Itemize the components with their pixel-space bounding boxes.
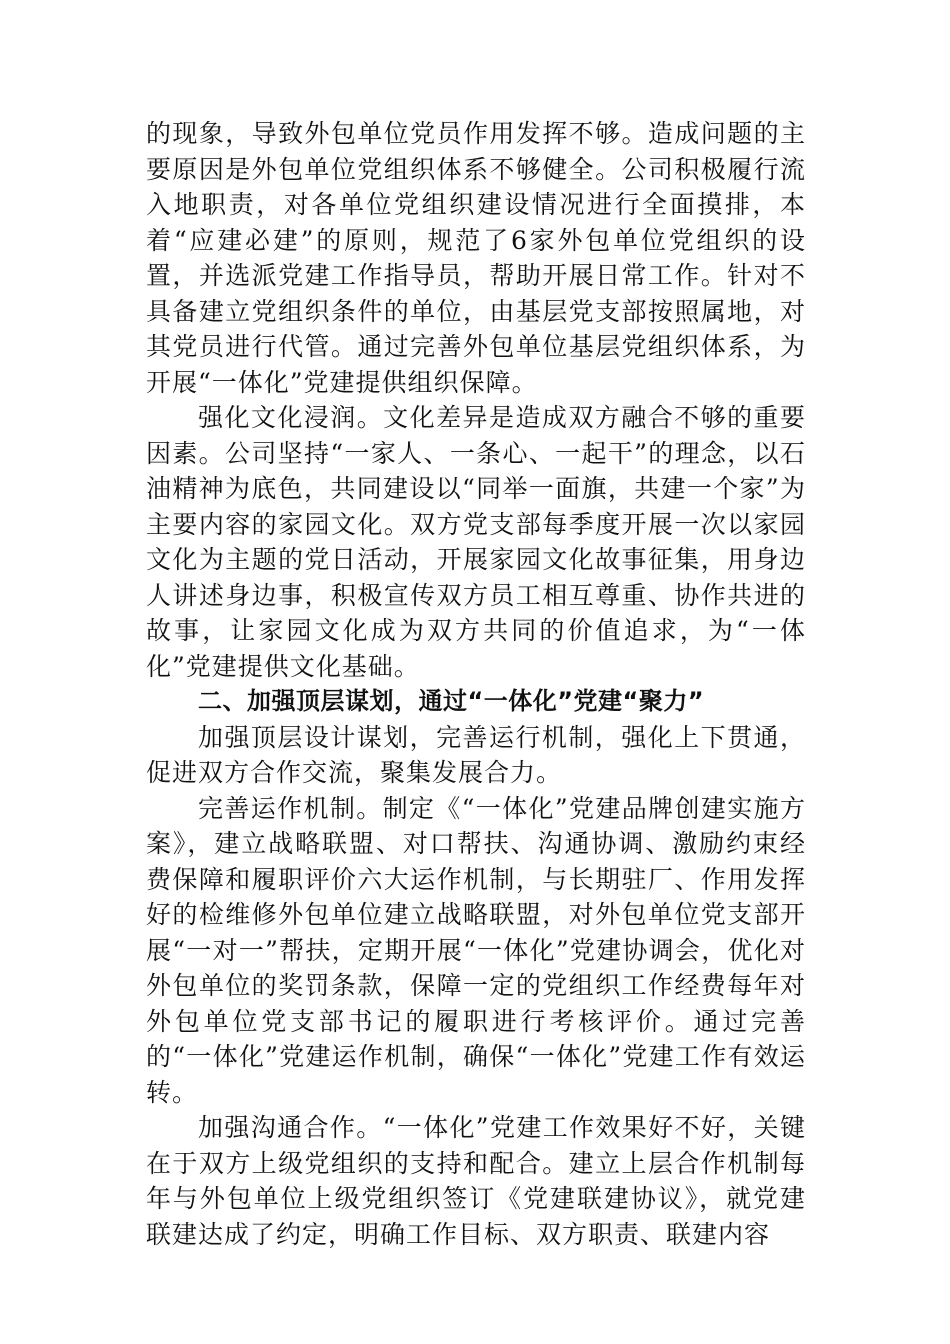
section-heading: 二、加强顶层谋划，通过“一体化”党建“聚力” [198,687,705,715]
body-paragraph-2: 强化文化浸润。文化差异是造成双方融合不够的重要因素。公司坚持“一家人、一条心、一起干”的理念，以石油精神为底色，共同建设以“同举一面旗，共建一个家”为主要内容的家园文化。双方党支部每季度开展一次以家园文化为主题的党日活动，开展家园文化故事征集，用身边人讲述身边事，积极宣传双方员工相互尊重、协作共进的故事，让家园文化成为双方共同的价值追求，为“一体化”党建提供文化基础。 [146,403,806,681]
document-page [146,116,806,1252]
body-paragraph-3: 加强顶层设计谋划，完善运行机制，强化上下贯通，促进双方合作交流，聚集发展合力。 [146,722,806,787]
body-paragraph-5: 加强沟通合作。“一体化”党建工作效果好不好，关键在于双方上级党组织的支持和配合。建立上层合作机制每年与外包单位上级党组织签订《党建联建协议》，就党建联建达成了约定，明确工作目标、双方职责、联建内容 [146,1113,806,1249]
body-paragraph-4: 完善运作机制。制定《“一体化”党建品牌创建实施方案》，建立战略联盟、对口帮扶、沟通协调、激励约束经费保障和履职评价六大运作机制，与长期驻厂、作用发挥好的检维修外包单位建立战略联盟，对外包单位党支部开展“一对一”帮扶，定期开展“一体化”党建协调会，优化对外包单位的奖罚条款，保障一定的党组织工作经费每年对外包单位党支部书记的履职进行考核评价。通过完善的“一体化”党建运作机制，确保“一体化”党建工作有效运转。 [146,793,806,1107]
body-paragraph-1: 的现象，导致外包单位党员作用发挥不够。造成问题的主要原因是外包单位党组织体系不够健全。公司积极履行流入地职责，对各单位党组织建设情况进行全面摸排，本着“应建必建”的原则，规范了6家外包单位党组织的设置，并选派党建工作指导员，帮助开展日常工作。针对不具备建立党组织条件的单位，由基层党支部按照属地，对其党员进行代管。通过完善外包单位基层党组织体系，为开展“一体化”党建提供组织保障。 [146,119,806,397]
